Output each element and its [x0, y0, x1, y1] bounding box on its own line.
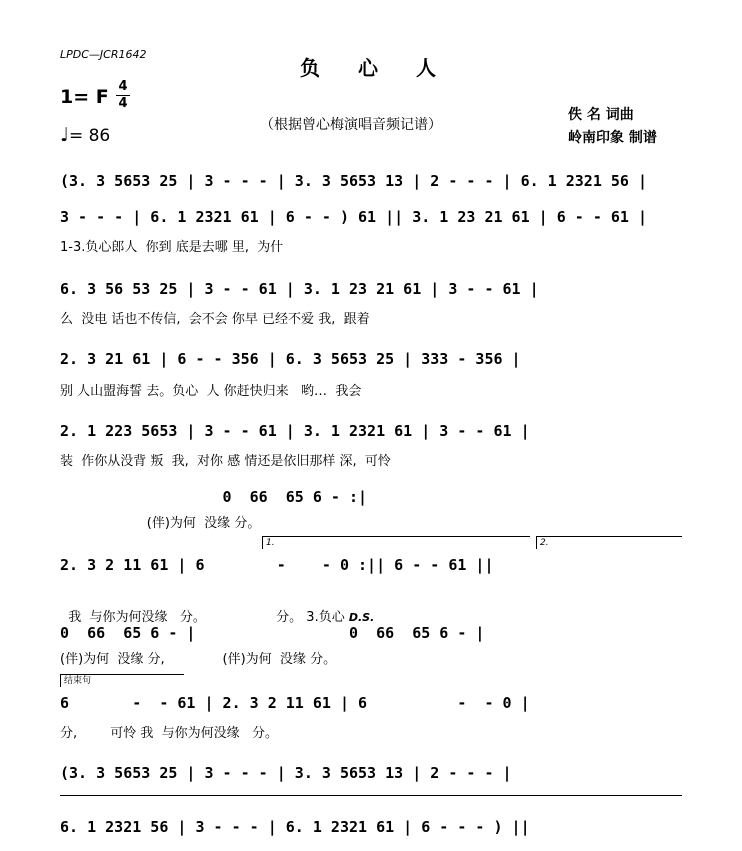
coda-ending-label: 结束句	[60, 674, 184, 687]
lyric-line-4: 别 人山盟海誓 去。负心 人 你赶快归来 哟… 我会	[60, 384, 362, 399]
arranger-credit: 岭南印象 制谱	[568, 130, 657, 146]
staff-line-2: 3 - - - | 6. 1 2321 61 | 6 - - ) 61 || 3. 1 23 21 61 | 6 - - 61 |	[60, 208, 647, 226]
lyric-line-9: 分, 可怜 我 与你为何没缘 分。	[60, 726, 278, 741]
dal-segno-mark: D.S.	[348, 611, 375, 624]
meter-top: 4	[118, 79, 128, 94]
source-note: （根据曾心梅演唱音频记谱）	[260, 117, 442, 133]
time-signature	[116, 80, 130, 111]
quarter-note-icon: ♩	[60, 124, 69, 146]
first-ending-bracket: 1.	[262, 536, 530, 549]
score-code: LPDC—JCR1642	[60, 48, 147, 61]
staff-line-4: 2. 3 21 61 | 6 - - 356 | 6. 3 5653 25 | 333 - 356 |	[60, 350, 521, 368]
staff-line-5: 2. 1 223 5653 | 3 - - 61 | 3. 1 2321 61 | 3 - - 61 |	[60, 422, 530, 440]
tempo-value: = 86	[68, 126, 111, 146]
accompaniment-line-2: 0 66 65 6 - | 0 66 65 6 - |	[60, 624, 485, 642]
second-ending-bracket: 2.	[536, 536, 682, 549]
accompaniment-lyric-1: (伴)为何 没缘 分。	[60, 516, 261, 531]
lyricist-composer-credit: 佚 名 词曲	[568, 107, 634, 123]
outro-divider	[60, 795, 682, 796]
lyric-line-2: 1-3.负心郎人 你到 底是去哪 里, 为什	[60, 240, 284, 255]
lyric-line-3: 么 没电 话也不传信, 会不会 你早 已经不爱 我, 跟着	[60, 312, 370, 327]
tempo-marking	[60, 124, 110, 146]
staff-line-3: 6. 3 56 53 25 | 3 - - 61 | 3. 1 23 21 61 | 3 - - 61 |	[60, 280, 539, 298]
accompaniment-line-1: 0 66 65 6 - :|	[60, 488, 368, 506]
song-title: 负心人	[300, 56, 474, 80]
staff-line-1: (3. 3 5653 25 | 3 - - - | 3. 3 5653 13 | 2 - - - | 6. 1 2321 56 |	[60, 172, 647, 190]
staff-line-7: 2. 3 2 11 61 | 6 - - 0 :|| 6 - - 61 ||	[60, 556, 494, 574]
meter-bottom: 4	[118, 96, 128, 111]
lyric-line-7	[60, 588, 682, 625]
key-signature: 1= F	[60, 86, 109, 108]
staff-line-10: (3. 3 5653 25 | 3 - - - | 3. 3 5653 13 | 2 - - - |	[60, 764, 512, 782]
staff-line-11: 6. 1 2321 56 | 3 - - - | 6. 1 2321 61 | 6 - - - ) ||	[60, 818, 530, 836]
staff-line-9: 6 - - 61 | 2. 3 2 11 61 | 6 - - 0 |	[60, 694, 530, 712]
lyric-line-5: 装 作你从没背 叛 我, 对你 感 情还是依旧那样 深, 可怜	[60, 454, 391, 469]
lyric-line-7-text: 我 与你为何没缘 分。 分。 3.负心	[68, 610, 345, 625]
accompaniment-lyric-2: (伴)为何 没缘 分, (伴)为何 没缘 分。	[60, 652, 337, 667]
